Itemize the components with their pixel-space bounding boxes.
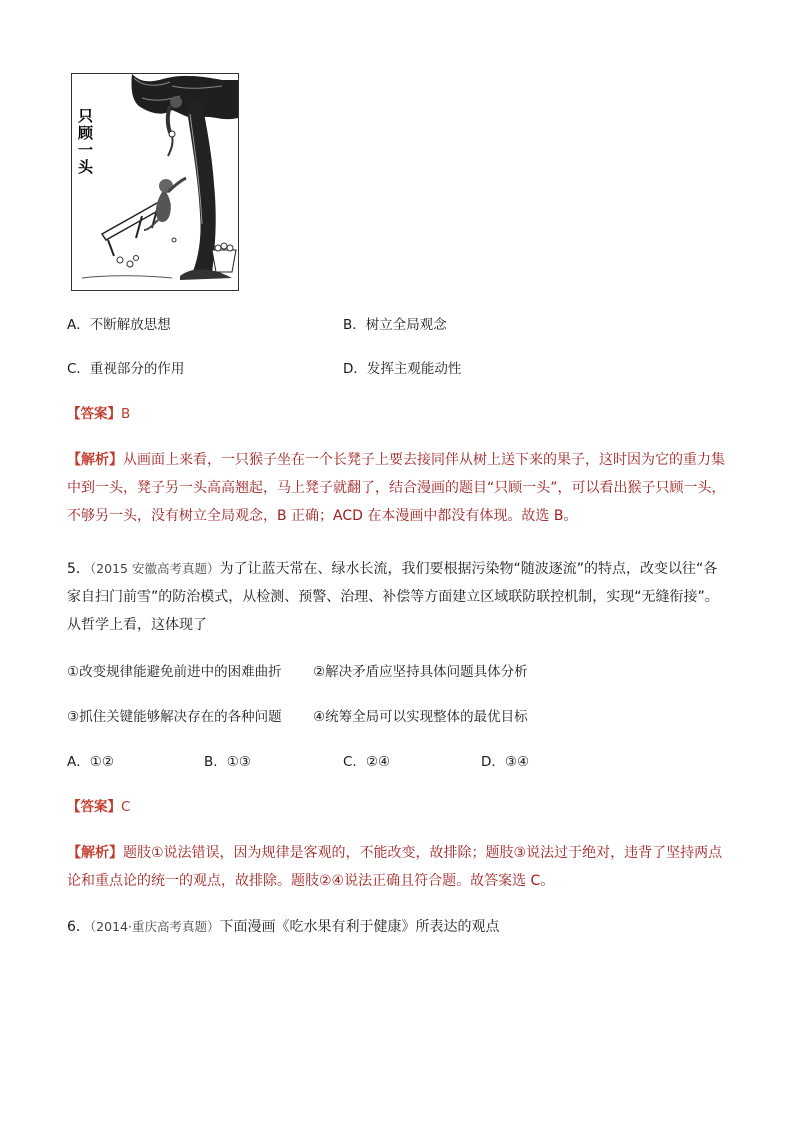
cartoon-image xyxy=(71,73,239,291)
analysis-text: 题肢①说法错误，因为规律是客观的，不能改变，故排除；题肢③说法过于绝对，违背了坚持两点论和重点论的统一的观点，故排除。题肢②④说法正确且符合题。故答案选 C。 xyxy=(67,845,723,889)
question-text: 为了让蓝天常在、绿水长流，我们要根据污染物“随波逐流”的特点，改变以往“各家自扫门前雪”的防治模式，从检测、预警、治理、补偿等方面建立区域联防联控机制，实现“无缝衔接”。从哲学上看，这体现了 xyxy=(67,561,719,633)
question-source: （2014·重庆高考真题） xyxy=(89,919,220,934)
q5-option-a: A．①② xyxy=(67,754,114,770)
answer-tag: 【答案】 xyxy=(67,406,121,422)
q5-stem xyxy=(67,555,727,639)
q5-option-d: D．③④ xyxy=(481,754,530,770)
q5-statement-4: ④统筹全局可以实现整体的最优目标 xyxy=(313,709,528,725)
question-text: 下面漫画《吃水果有利于健康》所表达的观点 xyxy=(219,919,500,935)
q4-option-d: D．发挥主观能动性 xyxy=(343,361,462,377)
cartoon-title: 只顾一头 xyxy=(76,108,94,176)
analysis-text: 从画面上来看，一只猴子坐在一个长凳子上要去接同伴从树上送下来的果子，这时因为它的重力集中到一头，凳子另一头高高翘起，马上凳子就翻了，结合漫画的题目“只顾一头”，可以看出猴子只顾一头，不够另一头，没有树立全局观念，B 正确；ACD 在本漫画中都没有体现。故选 B。 xyxy=(67,452,726,524)
analysis-tag: 【解析】 xyxy=(67,845,123,861)
q4-option-b: B．树立全局观念 xyxy=(343,317,447,333)
question-number: 5． xyxy=(67,561,90,577)
q5-option-c: C．②④ xyxy=(343,754,391,770)
monkey-tree-illustration xyxy=(72,74,240,292)
q6-stem xyxy=(67,913,727,941)
answer-tag: 【答案】 xyxy=(67,799,121,815)
q4-analysis xyxy=(67,446,727,530)
q5-option-b: B．①③ xyxy=(204,754,251,770)
answer-value: B xyxy=(121,406,131,422)
question-number: 6． xyxy=(67,919,90,935)
q5-answer xyxy=(67,797,130,817)
q4-option-a: A．不断解放思想 xyxy=(67,317,171,333)
q5-statement-2: ②解决矛盾应坚持具体问题具体分析 xyxy=(313,664,528,680)
q4-option-c: C．重视部分的作用 xyxy=(67,361,185,377)
q4-answer xyxy=(67,404,130,424)
analysis-tag: 【解析】 xyxy=(67,452,123,468)
q5-analysis xyxy=(67,839,727,895)
q5-statement-1: ①改变规律能避免前进中的困难曲折 xyxy=(67,664,282,680)
q5-statement-3: ③抓住关键能够解决存在的各种问题 xyxy=(67,709,282,725)
question-source: （2015 安徽高考真题） xyxy=(89,561,220,576)
answer-value: C xyxy=(121,799,131,815)
